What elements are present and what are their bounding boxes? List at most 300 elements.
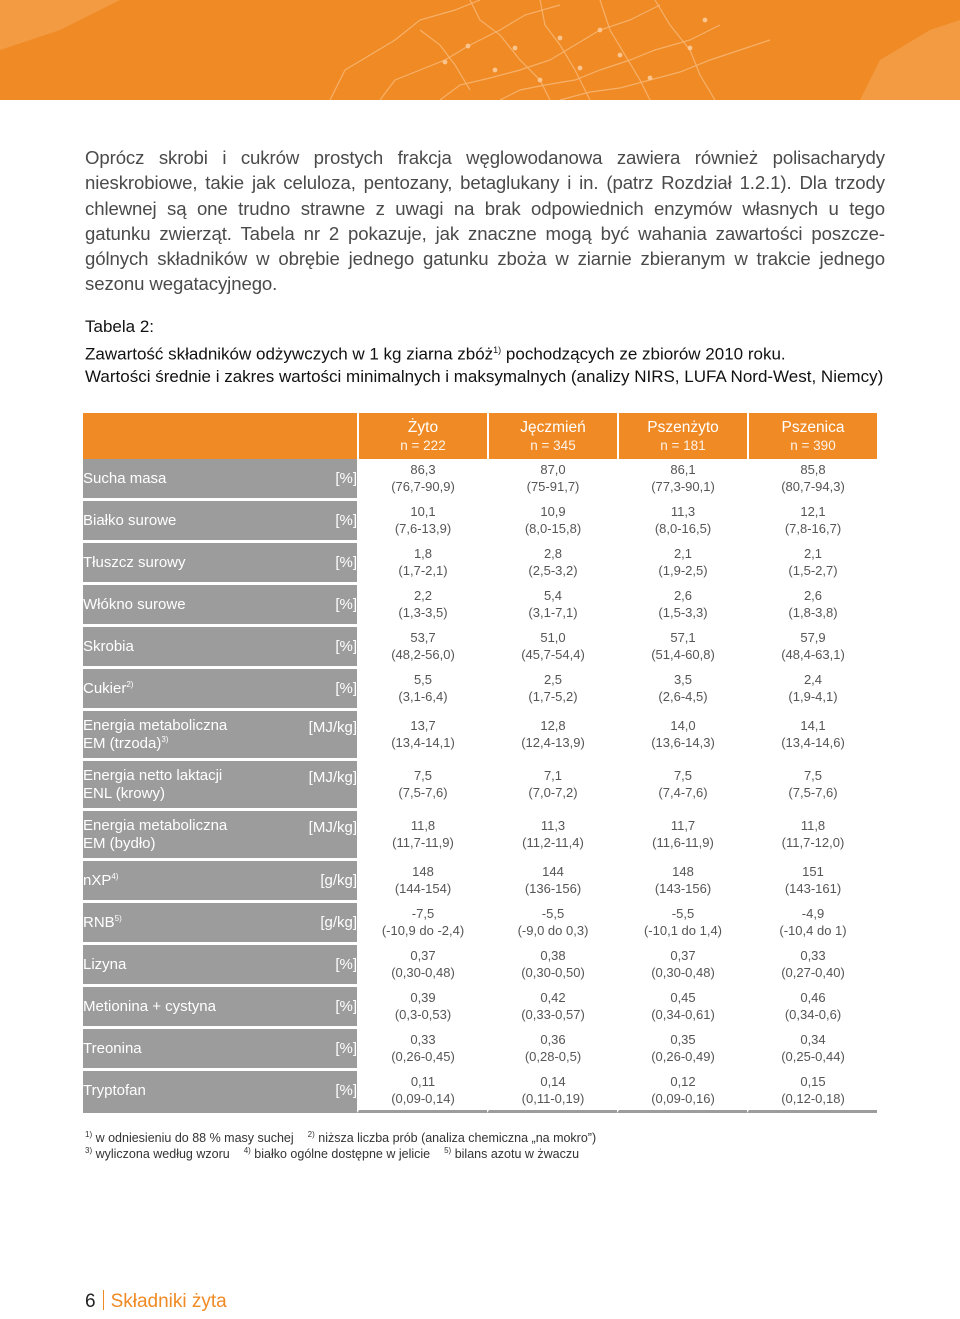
row-label-text: RNB bbox=[83, 913, 115, 931]
range-value: (0,34-0,6) bbox=[784, 1006, 842, 1022]
value-cell bbox=[617, 858, 747, 900]
value-cell bbox=[747, 1068, 877, 1113]
range-value: (51,4-60,8) bbox=[651, 646, 715, 662]
mean-value: 1,8 bbox=[413, 546, 433, 561]
row-unit: [%] bbox=[335, 998, 357, 1015]
range-value: (7,5-7,6) bbox=[788, 784, 838, 800]
mean-value: 0,33 bbox=[410, 1032, 436, 1047]
column-sample-size: n = 390 bbox=[790, 437, 836, 453]
row-label-sup: 5) bbox=[114, 913, 122, 923]
mean-value: 0,45 bbox=[670, 990, 696, 1005]
mean-value: 14,0 bbox=[670, 718, 696, 733]
value-cell bbox=[487, 624, 617, 666]
range-value: (0,33-0,57) bbox=[521, 1006, 585, 1022]
mean-value: 0,33 bbox=[800, 948, 826, 963]
value-cell bbox=[487, 1026, 617, 1068]
value-cell bbox=[747, 900, 877, 942]
range-value: (1,7-5,2) bbox=[528, 688, 578, 704]
table-row bbox=[83, 984, 877, 1026]
value-cell bbox=[357, 1026, 487, 1068]
mean-value: 0,15 bbox=[800, 1074, 826, 1089]
value-cell bbox=[747, 540, 877, 582]
value-cell bbox=[487, 858, 617, 900]
range-value: (0,30-0,48) bbox=[651, 964, 715, 980]
mean-value: 86,1 bbox=[670, 462, 696, 477]
mean-value: 10,9 bbox=[540, 504, 566, 519]
page-number: 6 bbox=[85, 1291, 96, 1312]
row-label bbox=[83, 596, 186, 614]
mean-value: 148 bbox=[672, 864, 694, 879]
value-cell bbox=[357, 942, 487, 984]
mean-value: 2,1 bbox=[673, 546, 693, 561]
row-label-cell bbox=[83, 942, 357, 984]
row-label-text: Lizyna bbox=[83, 955, 127, 973]
column-header-jeczmien bbox=[487, 413, 617, 459]
row-unit: [g/kg] bbox=[320, 872, 357, 889]
mean-value: -5,5 bbox=[671, 906, 695, 921]
row-unit: [%] bbox=[335, 638, 357, 655]
mean-value: 2,2 bbox=[413, 588, 433, 603]
value-cell bbox=[357, 1068, 487, 1113]
mean-value: 0,37 bbox=[670, 948, 696, 963]
footer-separator bbox=[103, 1290, 104, 1310]
range-value: (75-91,7) bbox=[526, 478, 580, 494]
row-label-text-2: ENL (krowy) bbox=[83, 784, 165, 802]
intro-text: Oprócz skrobi i cukrów prostych frakcja węglowodanowa zawiera również polisacharydy nieskrobiowe, takie jak celuloza, pentozany, betaglukany i in. (patrz Rozdział 1.2.1). Dla trzody chlewnej są one trudno strawne z uwagi na brak odpowiednich enzymów własnych u tego gatunku zwierząt. Tabela nr 2 pokazuje, jak znaczne mogą być wahania zawartości poszcze-gólnych składników w obrębie jednego gatunku zboża w ziarnie zbieranym w trakcie jednego sezonu wegatacyjnego. bbox=[85, 147, 885, 295]
mean-value: 57,1 bbox=[670, 630, 696, 645]
range-value: (2,6-4,5) bbox=[658, 688, 708, 704]
row-label bbox=[83, 1040, 142, 1058]
column-name: Pszenżyto bbox=[647, 418, 719, 436]
row-label-text: Energia metaboliczna bbox=[83, 816, 228, 834]
mean-value: 51,0 bbox=[540, 630, 566, 645]
value-cell bbox=[617, 459, 747, 498]
row-label-text-2: EM (trzoda) bbox=[83, 734, 162, 752]
row-label-cell bbox=[83, 459, 357, 498]
footnote-marker: 1) bbox=[85, 1129, 93, 1139]
footnote-text: białko ogólne dostępne w jelicie bbox=[250, 1147, 431, 1161]
value-cell bbox=[487, 498, 617, 540]
mean-value: 11,3 bbox=[540, 818, 566, 833]
table-title-sup: 1) bbox=[493, 344, 502, 355]
value-cell bbox=[617, 758, 747, 808]
row-label-text: Tryptofan bbox=[83, 1081, 146, 1099]
row-label-text: Sucha masa bbox=[83, 469, 167, 487]
mean-value: 0,12 bbox=[670, 1074, 696, 1089]
row-label bbox=[83, 914, 122, 932]
row-unit: [%] bbox=[335, 554, 357, 571]
mean-value: 0,14 bbox=[540, 1074, 566, 1089]
row-unit: [MJ/kg] bbox=[308, 818, 357, 836]
value-cell bbox=[487, 666, 617, 708]
range-value: (1,5-2,7) bbox=[788, 562, 838, 578]
table-subtitle: Wartości średnie i zakres wartości minimalnych i maksymalnych (analizy NIRS, LUFA Nord-West, Niemcy) bbox=[85, 366, 884, 386]
value-cell bbox=[747, 459, 877, 498]
value-cell bbox=[617, 666, 747, 708]
row-label-sup-2: 3) bbox=[161, 734, 169, 744]
row-unit: [MJ/kg] bbox=[308, 718, 357, 736]
table-header-corner bbox=[83, 413, 357, 459]
column-header-zyto bbox=[357, 413, 487, 459]
range-value: (0,09-0,16) bbox=[651, 1090, 715, 1106]
row-label bbox=[83, 956, 126, 974]
range-value: (0,09-0,14) bbox=[391, 1090, 455, 1106]
table-row bbox=[83, 708, 877, 758]
table-row bbox=[83, 900, 877, 942]
value-cell bbox=[357, 900, 487, 942]
mean-value: 0,39 bbox=[410, 990, 436, 1005]
mean-value: 2,8 bbox=[543, 546, 563, 561]
mean-value: 7,5 bbox=[673, 768, 693, 783]
value-cell bbox=[487, 900, 617, 942]
value-cell bbox=[617, 624, 747, 666]
range-value: (7,6-13,9) bbox=[394, 520, 452, 536]
row-label bbox=[83, 638, 134, 656]
mean-value: 12,8 bbox=[540, 718, 566, 733]
footnote-line-1 bbox=[85, 1130, 785, 1146]
footnote-text: w odniesieniu do 88 % masy suchej bbox=[92, 1131, 294, 1145]
table-title-text: Zawartość składników odżywczych w 1 kg ziarna zbóż bbox=[85, 344, 494, 364]
row-label-text-2: EM (bydło) bbox=[83, 834, 156, 852]
value-cell bbox=[617, 1068, 747, 1113]
value-cell bbox=[747, 666, 877, 708]
mean-value: 11,8 bbox=[410, 818, 436, 833]
header-banner bbox=[0, 0, 960, 100]
mean-value: 11,8 bbox=[800, 818, 826, 833]
footnote-line-2 bbox=[85, 1146, 785, 1162]
range-value: (7,0-7,2) bbox=[528, 784, 578, 800]
value-cell bbox=[357, 582, 487, 624]
column-name: Żyto bbox=[407, 418, 439, 436]
column-name: Pszenica bbox=[781, 418, 845, 436]
table-caption bbox=[85, 316, 885, 388]
row-unit: [%] bbox=[335, 956, 357, 973]
value-cell bbox=[357, 624, 487, 666]
row-label bbox=[83, 717, 227, 753]
value-cell bbox=[357, 984, 487, 1026]
value-cell bbox=[617, 808, 747, 858]
table-title-rest: pochodzących ze zbiorów 2010 roku. bbox=[501, 344, 786, 364]
value-cell bbox=[487, 984, 617, 1026]
footnotes bbox=[85, 1130, 785, 1162]
mean-value: 13,7 bbox=[410, 718, 436, 733]
table-row bbox=[83, 808, 877, 858]
range-value: (-10,9 do -2,4) bbox=[381, 922, 465, 938]
table-row bbox=[83, 942, 877, 984]
value-cell bbox=[487, 708, 617, 758]
value-cell bbox=[747, 624, 877, 666]
range-value: (11,6-11,9) bbox=[652, 834, 714, 850]
value-cell bbox=[487, 942, 617, 984]
value-cell bbox=[617, 540, 747, 582]
mean-value: 0,34 bbox=[800, 1032, 826, 1047]
row-label bbox=[83, 470, 166, 488]
value-cell bbox=[357, 808, 487, 858]
mean-value: 5,5 bbox=[413, 672, 433, 687]
range-value: (1,5-3,3) bbox=[658, 604, 708, 620]
mean-value: 14,1 bbox=[800, 718, 826, 733]
value-cell bbox=[747, 984, 877, 1026]
column-sample-size: n = 222 bbox=[400, 437, 446, 453]
range-value: (2,5-3,2) bbox=[528, 562, 578, 578]
footnote-marker: 4) bbox=[243, 1145, 251, 1155]
mean-value: 0,37 bbox=[410, 948, 436, 963]
range-value: (0,30-0,48) bbox=[391, 964, 455, 980]
range-value: (7,5-7,6) bbox=[398, 784, 448, 800]
range-value: (8,0-15,8) bbox=[524, 520, 582, 536]
mean-value: 0,38 bbox=[540, 948, 566, 963]
row-label-text: Treonina bbox=[83, 1039, 142, 1057]
range-value: (136-156) bbox=[524, 880, 582, 896]
mean-value: -4,9 bbox=[801, 906, 825, 921]
europe-map-graphic bbox=[0, 0, 960, 100]
range-value: (0,26-0,49) bbox=[651, 1048, 715, 1064]
mean-value: 144 bbox=[542, 864, 564, 879]
row-label bbox=[83, 512, 176, 530]
mean-value: 2,4 bbox=[803, 672, 823, 687]
mean-value: 12,1 bbox=[800, 504, 826, 519]
row-label-sup: 2) bbox=[126, 679, 134, 689]
row-label-cell bbox=[83, 708, 357, 758]
value-cell bbox=[747, 708, 877, 758]
row-unit: [%] bbox=[335, 596, 357, 613]
page-footer bbox=[85, 1290, 227, 1314]
range-value: (0,25-0,44) bbox=[781, 1048, 845, 1064]
mean-value: 0,42 bbox=[540, 990, 566, 1005]
row-unit: [g/kg] bbox=[320, 914, 357, 931]
row-label-cell bbox=[83, 984, 357, 1026]
range-value: (7,8-16,7) bbox=[784, 520, 842, 536]
value-cell bbox=[487, 582, 617, 624]
mean-value: 3,5 bbox=[673, 672, 693, 687]
range-value: (11,7-12,0) bbox=[781, 834, 845, 850]
table-row bbox=[83, 459, 877, 498]
value-cell bbox=[617, 984, 747, 1026]
column-sample-size: n = 181 bbox=[660, 437, 706, 453]
range-value: (-10,4 do 1) bbox=[779, 922, 847, 938]
mean-value: 0,35 bbox=[670, 1032, 696, 1047]
row-label-text: Energia netto laktacji bbox=[83, 766, 223, 784]
footnote-marker: 3) bbox=[85, 1145, 93, 1155]
table-row bbox=[83, 666, 877, 708]
row-unit: [%] bbox=[335, 1040, 357, 1057]
value-cell bbox=[487, 808, 617, 858]
footnote-marker: 2) bbox=[307, 1129, 315, 1139]
value-cell bbox=[487, 1068, 617, 1113]
table-row bbox=[83, 582, 877, 624]
mean-value: 0,46 bbox=[800, 990, 826, 1005]
range-value: (1,9-2,5) bbox=[658, 562, 708, 578]
value-cell bbox=[357, 498, 487, 540]
row-label-cell bbox=[83, 624, 357, 666]
row-label-text: Włókno surowe bbox=[83, 595, 186, 613]
value-cell bbox=[617, 708, 747, 758]
value-cell bbox=[357, 666, 487, 708]
row-label-text: Skrobia bbox=[83, 637, 134, 655]
value-cell bbox=[617, 900, 747, 942]
row-label-cell bbox=[83, 666, 357, 708]
range-value: (0,34-0,61) bbox=[651, 1006, 715, 1022]
row-label-text: Energia metaboliczna bbox=[83, 716, 228, 734]
value-cell bbox=[357, 708, 487, 758]
mean-value: 2,6 bbox=[673, 588, 693, 603]
value-cell bbox=[747, 582, 877, 624]
value-cell bbox=[747, 498, 877, 540]
range-value: (48,2-56,0) bbox=[391, 646, 455, 662]
row-label-text: nXP bbox=[83, 871, 112, 889]
mean-value: 2,6 bbox=[803, 588, 823, 603]
value-cell bbox=[357, 540, 487, 582]
table-title bbox=[85, 339, 885, 366]
mean-value: 0,36 bbox=[540, 1032, 566, 1047]
range-value: (0,26-0,45) bbox=[391, 1048, 455, 1064]
range-value: (-10,1 do 1,4) bbox=[643, 922, 723, 938]
row-unit: [%] bbox=[335, 1082, 357, 1099]
row-label bbox=[83, 1082, 146, 1100]
row-label bbox=[83, 680, 133, 698]
mean-value: -7,5 bbox=[411, 906, 435, 921]
range-value: (143-161) bbox=[784, 880, 842, 896]
range-value: (48,4-63,1) bbox=[781, 646, 845, 662]
table-header-row bbox=[83, 413, 877, 459]
value-cell bbox=[487, 758, 617, 808]
range-value: (13,4-14,6) bbox=[781, 734, 845, 750]
column-header-pszenzyto bbox=[617, 413, 747, 459]
row-label bbox=[83, 872, 118, 890]
row-label bbox=[83, 554, 186, 572]
range-value: (76,7-90,9) bbox=[391, 478, 455, 494]
value-cell bbox=[747, 942, 877, 984]
table-label: Tabela 2: bbox=[85, 317, 154, 336]
mean-value: 151 bbox=[802, 864, 824, 879]
row-label-cell bbox=[83, 858, 357, 900]
mean-value: 10,1 bbox=[410, 504, 436, 519]
range-value: (0,11-0,19) bbox=[521, 1090, 585, 1106]
range-value: (3,1-6,4) bbox=[398, 688, 448, 704]
row-label bbox=[83, 817, 227, 853]
range-value: (0,30-0,50) bbox=[521, 964, 585, 980]
value-cell bbox=[617, 1026, 747, 1068]
row-label-text: Cukier bbox=[83, 679, 127, 697]
value-cell bbox=[617, 942, 747, 984]
value-cell bbox=[487, 540, 617, 582]
row-unit: [MJ/kg] bbox=[308, 768, 357, 786]
value-cell bbox=[357, 758, 487, 808]
range-value: (13,6-14,3) bbox=[651, 734, 715, 750]
range-value: (80,7-94,3) bbox=[781, 478, 845, 494]
row-unit: [%] bbox=[335, 470, 357, 487]
table-row bbox=[83, 858, 877, 900]
value-cell bbox=[357, 459, 487, 498]
range-value: (7,4-7,6) bbox=[658, 784, 708, 800]
table-row bbox=[83, 1026, 877, 1068]
range-value: (13,4-14,1) bbox=[391, 734, 455, 750]
range-value: (77,3-90,1) bbox=[651, 478, 715, 494]
mean-value: 5,4 bbox=[543, 588, 563, 603]
footnote-text: wyliczona według wzoru bbox=[92, 1147, 230, 1161]
mean-value: 2,1 bbox=[803, 546, 823, 561]
footnote-text: bilans azotu w żwaczu bbox=[451, 1147, 580, 1161]
footnote-text: niższa liczba prób (analiza chemiczna „na mokro”) bbox=[314, 1131, 597, 1145]
intro-paragraph bbox=[85, 145, 885, 297]
table-row bbox=[83, 1068, 877, 1113]
range-value: (8,0-16,5) bbox=[654, 520, 712, 536]
value-cell bbox=[747, 758, 877, 808]
row-label-cell bbox=[83, 900, 357, 942]
row-label-sup: 4) bbox=[111, 871, 119, 881]
mean-value: 85,8 bbox=[800, 462, 826, 477]
row-label-cell bbox=[83, 1068, 357, 1113]
mean-value: 53,7 bbox=[410, 630, 436, 645]
row-label bbox=[83, 767, 222, 803]
mean-value: 11,3 bbox=[670, 504, 696, 519]
range-value: (0,28-0,5) bbox=[524, 1048, 582, 1064]
range-value: (11,2-11,4) bbox=[522, 834, 584, 850]
nutrient-table bbox=[83, 413, 877, 1113]
range-value: (12,4-13,9) bbox=[521, 734, 585, 750]
value-cell bbox=[487, 459, 617, 498]
mean-value: 7,1 bbox=[543, 768, 563, 783]
range-value: (1,3-3,5) bbox=[398, 604, 448, 620]
row-label-cell bbox=[83, 540, 357, 582]
value-cell bbox=[747, 808, 877, 858]
range-value: (-9,0 do 0,3) bbox=[517, 922, 589, 938]
range-value: (1,7-2,1) bbox=[398, 562, 448, 578]
column-header-pszenica bbox=[747, 413, 877, 459]
range-value: (3,1-7,1) bbox=[528, 604, 578, 620]
mean-value: 7,5 bbox=[803, 768, 823, 783]
range-value: (1,9-4,1) bbox=[788, 688, 838, 704]
range-value: (144-154) bbox=[394, 880, 452, 896]
row-label-cell bbox=[83, 582, 357, 624]
range-value: (143-156) bbox=[654, 880, 712, 896]
mean-value: 2,5 bbox=[543, 672, 563, 687]
mean-value: -5,5 bbox=[541, 906, 565, 921]
range-value: (0,27-0,40) bbox=[781, 964, 845, 980]
row-label-text: Tłuszcz surowy bbox=[83, 553, 186, 571]
mean-value: 7,5 bbox=[413, 768, 433, 783]
table-row bbox=[83, 540, 877, 582]
table-row bbox=[83, 498, 877, 540]
row-label-text: Białko surowe bbox=[83, 511, 177, 529]
range-value: (0,3-0,53) bbox=[394, 1006, 452, 1022]
mean-value: 57,9 bbox=[800, 630, 826, 645]
row-label-text: Metionina + cystyna bbox=[83, 997, 216, 1015]
footnote-marker: 5) bbox=[444, 1145, 452, 1155]
mean-value: 87,0 bbox=[540, 462, 566, 477]
row-label-cell bbox=[83, 498, 357, 540]
range-value: (1,8-3,8) bbox=[788, 604, 838, 620]
mean-value: 0,11 bbox=[410, 1074, 436, 1089]
section-name: Składniki żyta bbox=[110, 1291, 227, 1312]
value-cell bbox=[617, 582, 747, 624]
mean-value: 11,7 bbox=[670, 818, 696, 833]
value-cell bbox=[747, 1026, 877, 1068]
mean-value: 148 bbox=[412, 864, 434, 879]
row-label-cell bbox=[83, 808, 357, 858]
value-cell bbox=[747, 858, 877, 900]
row-unit: [%] bbox=[335, 680, 357, 697]
column-sample-size: n = 345 bbox=[530, 437, 576, 453]
row-label-cell bbox=[83, 1026, 357, 1068]
value-cell bbox=[357, 858, 487, 900]
range-value: (0,12-0,18) bbox=[781, 1090, 845, 1106]
range-value: (45,7-54,4) bbox=[521, 646, 585, 662]
table-row bbox=[83, 624, 877, 666]
column-name: Jęczmień bbox=[520, 418, 586, 436]
row-label bbox=[83, 998, 216, 1016]
value-cell bbox=[617, 498, 747, 540]
